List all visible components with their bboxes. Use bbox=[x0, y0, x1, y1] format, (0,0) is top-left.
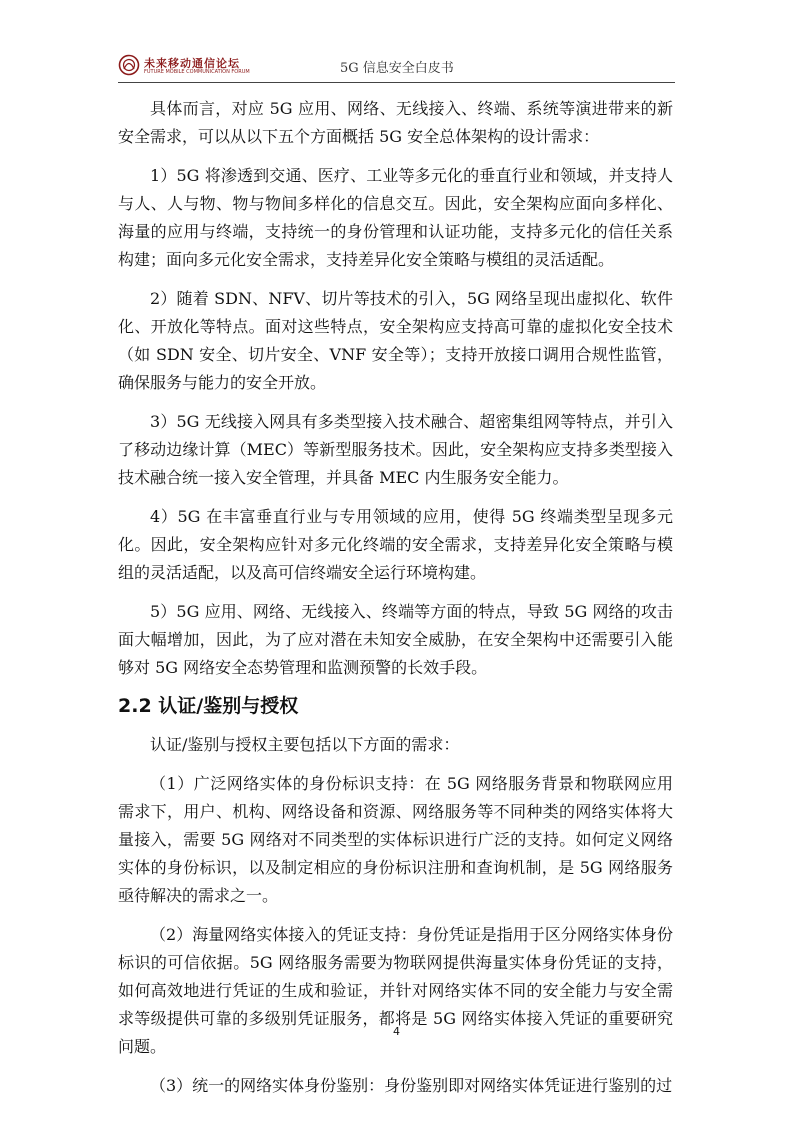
body-paragraph: 5）5G 应用、网络、无线接入、终端等方面的特点，导致 5G 网络的攻击面大幅增加，因此，为了应对潜在未知安全威胁，在安全架构中还需要引入能够对 5G 网络安全态势管理和监测预警的长效手段。 bbox=[118, 602, 673, 677]
body-paragraph: （3）统一的网络实体身份鉴别：身份鉴别即对网络实体凭证进行鉴别的过 bbox=[150, 1076, 673, 1095]
body-paragraph: 2）随着 SDN、NFV、切片等技术的引入，5G 网络呈现出虚拟化、软件化、开放化等特点。面对这些特点，安全架构应支持高可靠的虚拟化安全技术（如 SDN 安全、切片安全、VNF 安全等）；支持开放接口调用合规性监管，确保服务与能力的安全开放。 bbox=[118, 289, 673, 392]
body-paragraph: 认证/鉴别与授权主要包括以下方面的需求： bbox=[150, 735, 460, 754]
page-body bbox=[118, 95, 673, 1111]
header-divider bbox=[118, 82, 675, 83]
header-title: 5G 信息安全白皮书 bbox=[340, 61, 454, 76]
section-heading: 2.2 认证/鉴别与授权 bbox=[118, 695, 299, 717]
body-paragraph: 具体而言，对应 5G 应用、网络、无线接入、终端、系统等演进带来的新安全需求，可以从以下五个方面概括 5G 安全总体架构的设计需求： bbox=[118, 99, 673, 146]
body-paragraph: 4）5G 在丰富垂直行业与专用领域的应用，使得 5G 终端类型呈现多元化。因此，安全架构应针对多元化终端的安全需求，支持差异化安全策略与模组的灵活适配，以及高可信终端安全运行环境构建。 bbox=[118, 507, 673, 582]
page-number: 4 bbox=[393, 1025, 400, 1038]
body-paragraph: 3）5G 无线接入网具有多类型接入技术融合、超密集组网等特点，并引入了移动边缘计算（MEC）等新型服务技术。因此，安全架构应支持多类型接入技术融合统一接入安全管理，并具备 MEC 内生服务安全能力。 bbox=[118, 412, 673, 487]
forum-logo bbox=[118, 54, 258, 80]
body-paragraph: （1）广泛网络实体的身份标识支持：在 5G 网络服务背景和物联网应用需求下，用户、机构、网络设备和资源、网络服务等不同种类的网络实体将大量接入，需要 5G 网络对不同类型的实体标识进行广泛的支持。如何定义网络实体的身份标识，以及制定相应的身份标识注册和查询机制，是 5G 网络服务亟待解决的需求之一。 bbox=[118, 774, 673, 905]
forum-emblem-icon bbox=[118, 54, 140, 76]
logo-english-text: FUTURE MOBILE COMMUNICATION FORUM bbox=[144, 69, 250, 75]
body-paragraph: 1）5G 将渗透到交通、医疗、工业等多元化的垂直行业和领域，并支持人与人、人与物、物与物间多样化的信息交互。因此，安全架构应面向多样化、海量的应用与终端，支持统一的身份管理和认证功能，支持多元化的信任关系构建；面向多元化安全需求，支持差异化安全策略与模组的灵活适配。 bbox=[118, 166, 673, 269]
page-header bbox=[118, 54, 675, 84]
logo-chinese-text: 未来移动通信论坛 bbox=[144, 57, 240, 70]
body-paragraph: （2）海量网络实体接入的凭证支持：身份凭证是指用于区分网络实体身份标识的可信依据。5G 网络服务需要为物联网提供海量实体身份凭证的支持，如何高效地进行凭证的生成和验证，并针对网络实体不同的安全能力与安全需求等级提供可靠的多级别凭证服务，都将是 5G 网络实体接入凭证的重要研究问题。 bbox=[118, 925, 673, 1056]
